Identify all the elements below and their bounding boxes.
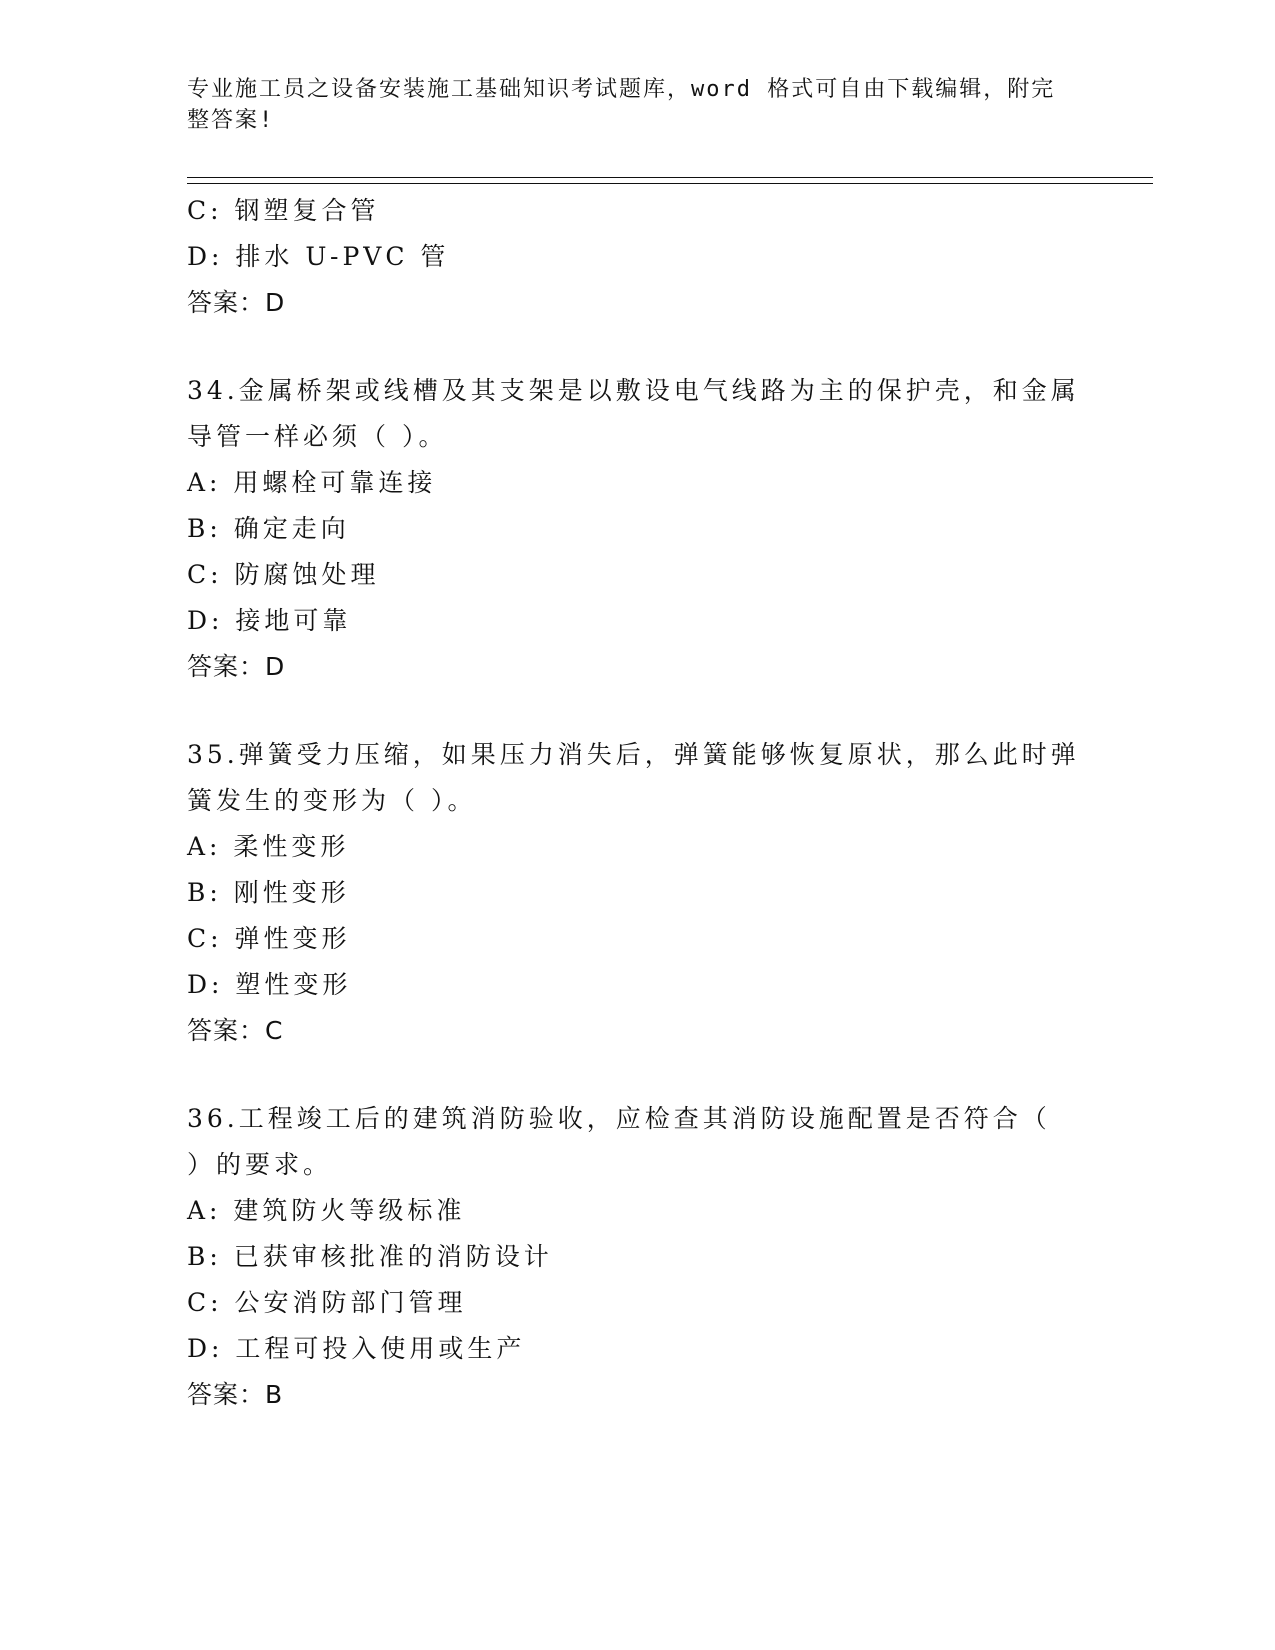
question-text-line: ）的要求。	[187, 1150, 333, 1179]
option-b: B: 刚性变形	[187, 878, 350, 907]
option-c: C: 弹性变形	[187, 924, 351, 953]
question-text-line: 簧发生的变形为（ ）。	[187, 786, 477, 815]
question-block-36	[187, 1096, 1087, 1418]
answer-line: 答案：D	[187, 288, 286, 317]
header-line-1: 专业施工员之设备安装施工基础知识考试题库，word 格式可自由下载编辑，附完	[187, 77, 1056, 102]
partial-question-block	[187, 188, 1087, 326]
answer-line: 答案：B	[187, 1380, 284, 1409]
question-text-line: 导管一样必须（ ）。	[187, 422, 448, 451]
question-text-line: 35.弹簧受力压缩，如果压力消失后，弹簧能够恢复原状，那么此时弹	[187, 740, 1080, 769]
question-text-line: 34.金属桥架或线槽及其支架是以敷设电气线路为主的保护壳，和金属	[187, 376, 1080, 405]
header-divider-bottom	[187, 183, 1153, 184]
answer-line: 答案：D	[187, 652, 286, 681]
option-a: A: 建筑防火等级标准	[187, 1196, 466, 1225]
option-d: D: 排水 U-PVC 管	[187, 242, 450, 271]
header-divider-top	[187, 177, 1153, 178]
option-a: A: 柔性变形	[187, 832, 350, 861]
document-header	[187, 74, 1067, 136]
option-d: D: 工程可投入使用或生产	[187, 1334, 526, 1363]
header-line-2: 整答案!	[187, 108, 275, 133]
option-d: D: 接地可靠	[187, 606, 352, 635]
option-c: C: 公安消防部门管理	[187, 1288, 467, 1317]
option-d: D: 塑性变形	[187, 970, 352, 999]
question-block-34	[187, 368, 1087, 690]
option-b: B: 确定走向	[187, 514, 350, 543]
question-block-35	[187, 732, 1087, 1054]
option-a: A: 用螺栓可靠连接	[187, 468, 437, 497]
question-text-line: 36.工程竣工后的建筑消防验收，应检查其消防设施配置是否符合（	[187, 1104, 1051, 1133]
answer-line: 答案：C	[187, 1016, 284, 1045]
option-b: B: 已获审核批准的消防设计	[187, 1242, 553, 1271]
question-content	[187, 188, 1087, 1460]
option-c: C: 防腐蚀处理	[187, 560, 380, 589]
option-c: C: 钢塑复合管	[187, 196, 380, 225]
